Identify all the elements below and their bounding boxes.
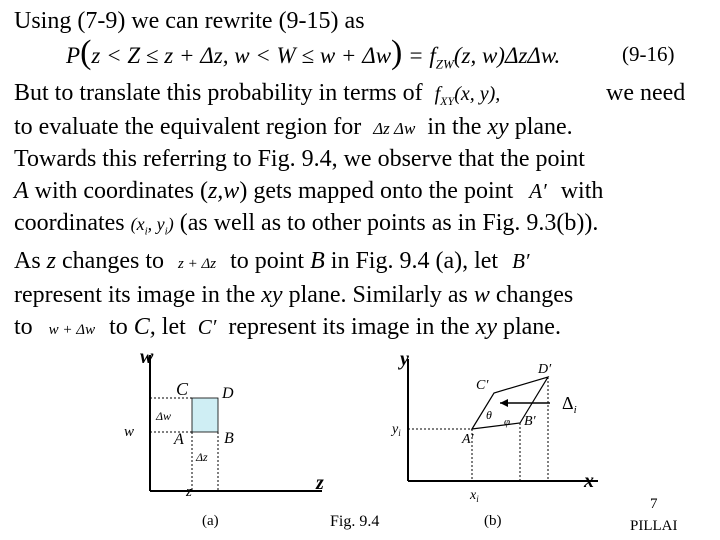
figure-b-caption: (b) [484,513,502,529]
figure-a-label-b: B [224,430,234,447]
line9-w-plus-dw: w + Δw [48,322,96,338]
eq-rhs-args: (z, w)ΔzΔw. [453,43,561,68]
figure-b-label-yi: $y_i$ [392,422,401,438]
text-line-5: A with coordinates (z,w) gets mapped onto the point A′ with [14,178,604,204]
figure-a-label-a: A [174,431,184,448]
line6-coordinates: ($x_i$, $y_i$) [130,214,174,238]
figure-a-label-c: C [176,379,189,399]
figure-a-tick-z: z [186,484,192,500]
line2-text: But to translate this probability in terms of [14,80,423,106]
line5-a-prime: A′ [529,179,547,203]
page-number: 7 [650,496,658,512]
eq-prob-symbol: P [66,43,81,68]
eq-open-paren: ( [80,34,92,71]
text-line-7: As z changes to z + Δz to point B in Fig. 9.4 (a), let B′ [14,248,530,274]
figure-b-label-b-prime: B′ [524,414,536,429]
eq-rhs: = f [408,43,436,68]
text-line-9: to w + Δw to C, let C′ represent its image in the xy plane. [14,314,561,340]
figure-b-arrow-head [500,399,508,407]
figure-b-label-c-prime: C′ [476,378,489,393]
figure-a-z-axis-label: z [316,472,324,494]
line2-f-xy: $f_{XY}(x$, y), [434,83,501,108]
eq-rhs-sub: ZW [435,56,454,72]
figure-b-label-xi: $x_i$ [470,488,479,504]
figure-a-caption: (a) [202,513,219,529]
figure-b-y-axis-label: y [400,348,409,370]
figure-b-label-delta: $\Delta_i$ [562,393,577,416]
text-line-6: coordinates ($x_i$, $y_i$) (as well as to other points as in Fig. 9.3(b)). [14,210,599,238]
figure-a-label-dw: Δw [156,409,172,423]
figure-a-label-d: D [222,385,234,402]
text-line-3: to evaluate the equivalent region for Δz Δw in the xy plane. [14,114,573,140]
line2-text-end: we need [606,80,686,106]
figure-b-label-a-prime: A′ [462,432,474,447]
figure-a [110,345,340,535]
eq-close-paren: ) [391,34,403,71]
text-line-1: Using (7-9) we can rewrite (9-15) as [14,8,365,34]
figure-a-tick-w: w [124,424,135,440]
text-line-4: Towards this referring to Fig. 9.4, we observe that the point [14,146,585,172]
author: PILLAI [630,518,678,534]
figure-a-region [192,398,218,432]
figure-a-label-dz: Δz [196,450,208,464]
figure-b-x-axis-label: x [584,470,594,492]
line7-b-prime: B′ [512,249,530,273]
figure-b [380,345,610,535]
figure-b-label-phi: φ [504,416,511,428]
figure-b-label-d-prime: D′ [538,362,552,377]
line7-z-plus-dz: z + Δz [177,256,217,272]
line3-dz-dw: Δz Δw [373,119,416,138]
line9-c-prime: C′ [197,315,217,339]
figure-a-w-axis-label: w [140,346,154,368]
equation-9-16 [66,36,560,73]
figure-caption: Fig. 9.4 [330,513,380,530]
equation-number: (9-16) [622,42,675,66]
text-line-2 [14,80,500,114]
text-line-8: represent its image in the xy plane. Similarly as w changes [14,282,574,308]
figure-b-label-theta: θ [486,408,492,422]
eq-event: z < Z ≤ z + Δz, w < W ≤ w + Δw [91,43,392,68]
